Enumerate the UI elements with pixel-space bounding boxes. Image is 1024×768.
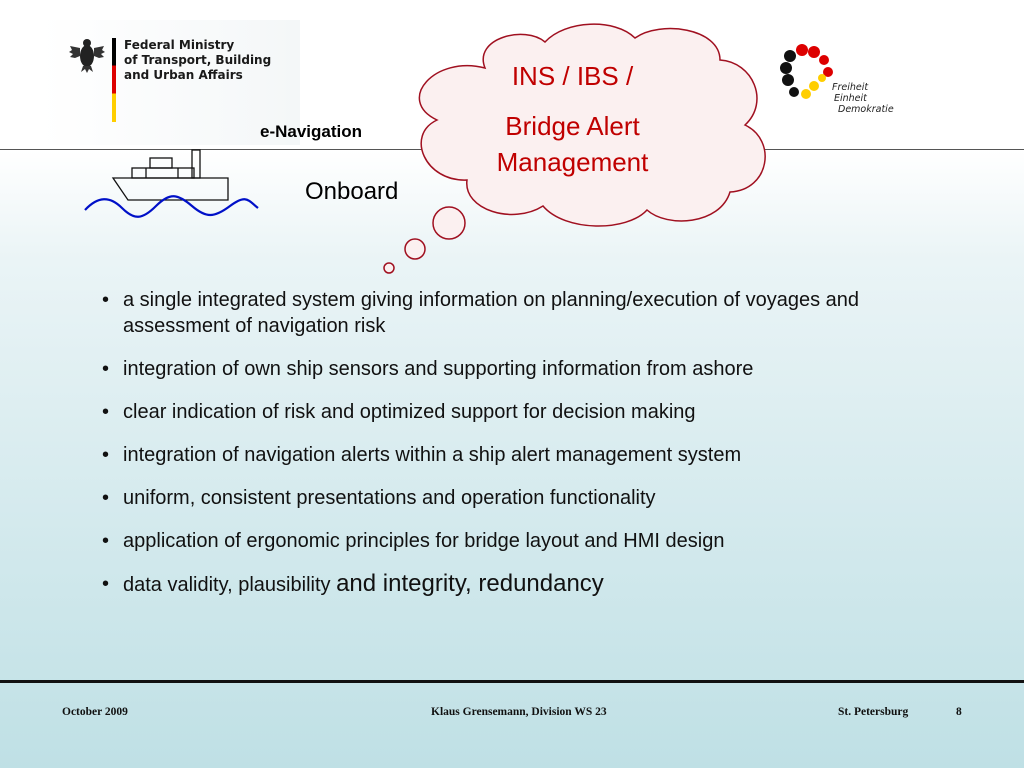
cloud-line-2: Bridge Alert [505, 111, 640, 141]
cloud-line-1: INS / IBS / [511, 61, 634, 91]
ministry-line-2: of Transport, Building [124, 53, 272, 67]
footer-author: Klaus Grensemann, Division WS 23 [431, 706, 607, 718]
footer-location: St. Petersburg [838, 706, 909, 718]
bullet-item: • integration of own ship sensors and supporting information from ashore [100, 356, 940, 382]
bullet-item: • integration of navigation alerts within a ship alert management system [100, 442, 940, 468]
federal-eagle-icon [68, 36, 106, 74]
right-logo-line-3: Demokratie [838, 104, 894, 115]
footer-date: October 2009 [62, 706, 128, 718]
bullet-item-last [100, 571, 940, 598]
cloud-text [460, 58, 685, 180]
ministry-name [124, 38, 271, 83]
german-flag-bar [112, 38, 116, 122]
unity-dots-logo-icon [780, 40, 840, 120]
bullet-text-small: data validity, plausibility [123, 574, 337, 596]
cloud-line-3: Management [496, 147, 649, 177]
ministry-line-3: and Urban Affairs [124, 68, 243, 82]
bullet-text-large: and integrity, redundancy [336, 570, 604, 597]
bullet-item: • application of ergonomic principles for bridge layout and HMI design [100, 528, 940, 554]
footer-divider [0, 680, 1024, 683]
right-logo-text [832, 82, 894, 115]
footer-page-number: 8 [956, 706, 962, 718]
ministry-line-1: Federal Ministry [124, 38, 235, 52]
right-logo-line-1: Freiheit [832, 82, 869, 93]
ship-icon [80, 148, 265, 220]
right-logo-line-2: Einheit [834, 93, 867, 104]
bullet-item: • clear indication of risk and optimized support for decision making [100, 399, 940, 425]
section-title: e-Navigation [260, 122, 363, 141]
bullet-item: • a single integrated system giving information on planning/execution of voyages and assessment of navigation risk [100, 287, 940, 339]
bullet-item: • uniform, consistent presentations and operation functionality [100, 485, 940, 511]
bullet-list [100, 287, 940, 615]
slide-subtitle: Onboard [305, 178, 399, 205]
